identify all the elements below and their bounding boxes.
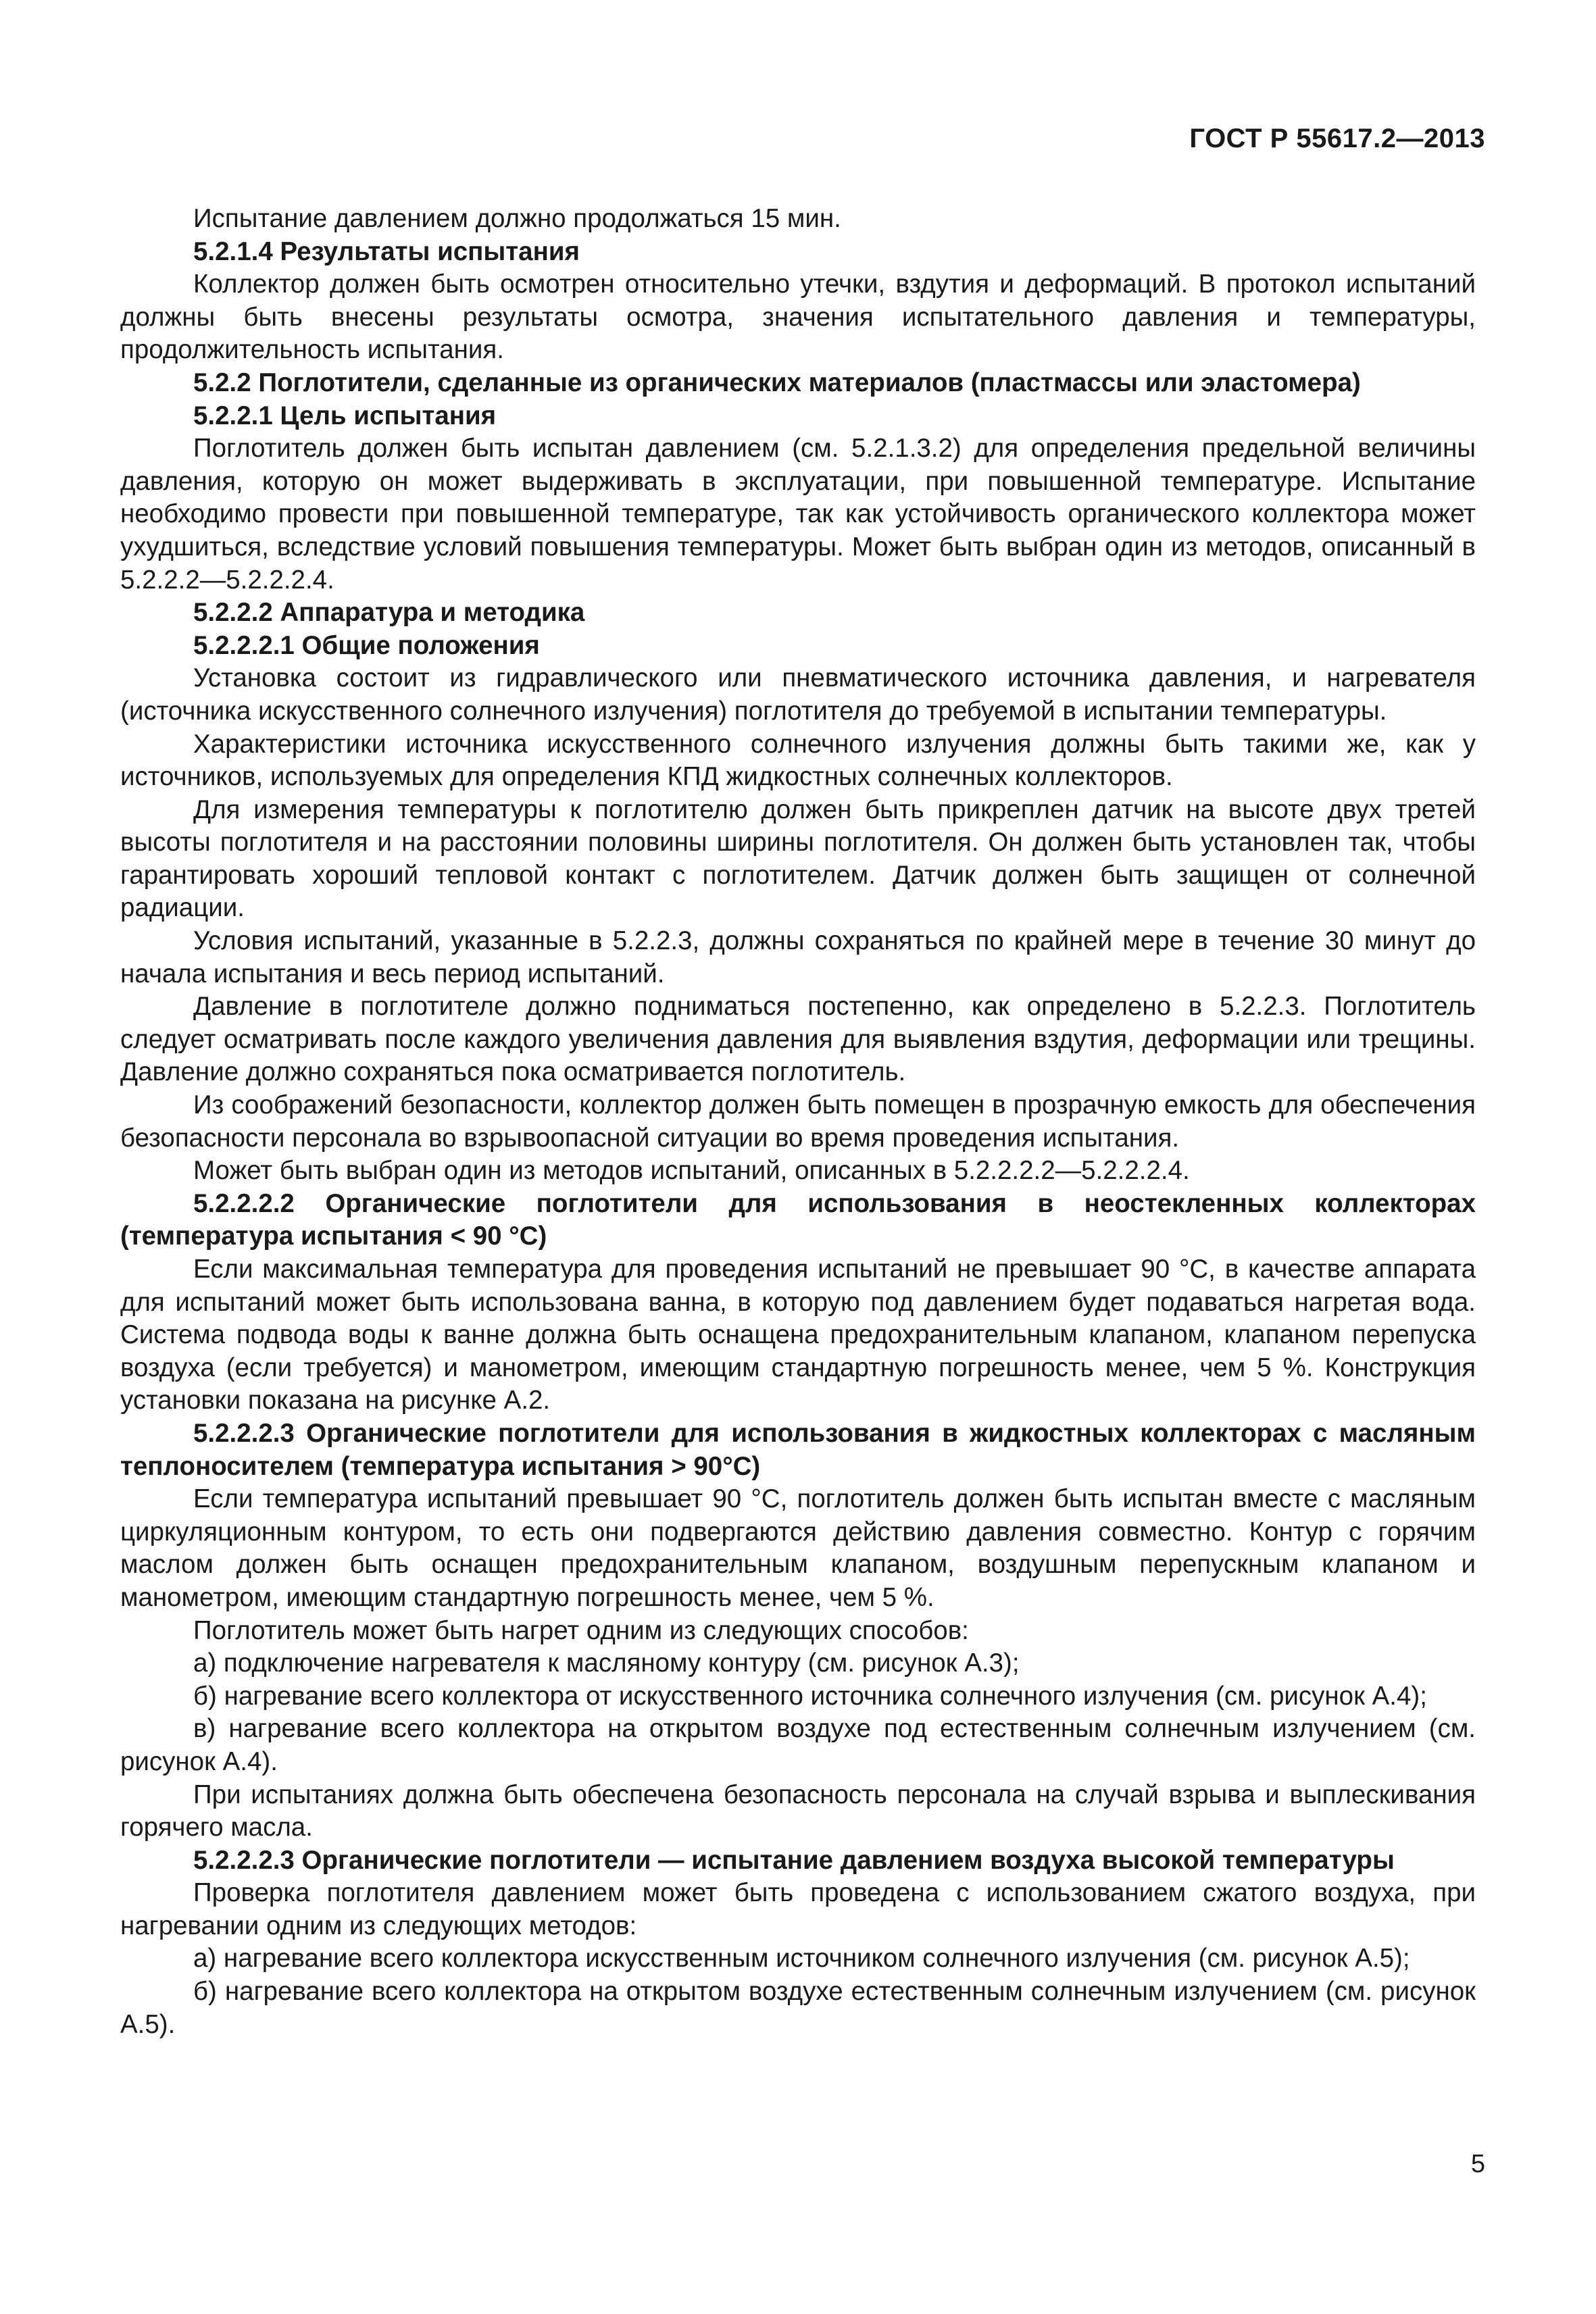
- section-heading: 5.2.2 Поглотители, сделанные из органических материалов (пластмассы или эластомера): [193, 368, 1361, 397]
- section-heading: 5.2.2.2 Аппаратура и методика: [193, 598, 585, 628]
- paragraph: Давление в поглотителе должно подниматься постепенно, как определено в 5.2.2.3. Поглотитель следует осматривать после каждого увеличения давления для выявления вздутия, деформации или трещины. Давление должно сохраняться пока осматривается поглотитель.: [120, 992, 1476, 1087]
- section-heading: 5.2.2.2.3 Органические поглотители — испытание давлением воздуха высокой температуры: [193, 1845, 1395, 1875]
- paragraph: Испытание давлением должно продолжаться 15 мин.: [193, 204, 841, 233]
- document-header: ГОСТ Р 55617.2—2013: [1189, 124, 1485, 153]
- paragraph: Характеристики источника искусственного солнечного излучения должны быть такими же, как у источников, используемых для определения КПД жидкостных солнечных коллекторов.: [120, 729, 1476, 792]
- section-heading: 5.2.2.2.3 Органические поглотители для использования в жидкостных коллекторах с масляным теплоносителем (температура испытания > 90°С): [120, 1418, 1476, 1481]
- paragraph: Если температура испытаний превышает 90 °С, поглотитель должен быть испытан вместе с масляным циркуляционным контуром, то есть они подвергаются действию давления совместно. Контур с горячим маслом должен быть оснащен предохранительным клапаном, воздушным перепускным клапаном и манометром, имеющим стандартную погрешность менее, чем 5 %.: [120, 1484, 1476, 1612]
- section-heading: 5.2.2.2.2 Органические поглотители для использования в неостекленных коллекторах (температура испытания < 90 °С): [120, 1188, 1476, 1251]
- list-item: б) нагревание всего коллектора от искусственного источника солнечного излучения (см. рисунок А.4);: [193, 1681, 1427, 1711]
- paragraph: Если максимальная температура для проведения испытаний не превышает 90 °С, в качестве аппарата для испытаний может быть использована ванна, в которую под давлением будет подаваться нагретая вода. Система подвода воды к ванне должна быть оснащена предохранительным клапаном, клапаном перепуска воздуха (если требуется) и манометром, имеющим стандартную погрешность менее, чем 5 %. Конструкция установки показана на рисунке А.2.: [120, 1255, 1476, 1415]
- paragraph: Поглотитель может быть нагрет одним из следующих способов:: [193, 1615, 969, 1645]
- list-item: б) нагревание всего коллектора на открытом воздухе естественным солнечным излучением (см. рисунок А.5).: [120, 1977, 1476, 2039]
- list-item: а) подключение нагревателя к масляному контуру (см. рисунок А.3);: [193, 1649, 1020, 1678]
- page-number: 5: [1470, 2150, 1485, 2178]
- paragraph: При испытаниях должна быть обеспечена безопасность персонала на случай взрыва и выплескивания горячего масла.: [120, 1780, 1476, 1842]
- document-body: [120, 203, 1476, 2041]
- paragraph: Условия испытаний, указанные в 5.2.2.3, должны сохраняться по крайней мере в течение 30 минут до начала испытания и весь период испытаний.: [120, 926, 1476, 988]
- section-heading: 5.2.1.4 Результаты испытания: [193, 236, 580, 266]
- paragraph: Из соображений безопасности, коллектор должен быть помещен в прозрачную емкость для обеспечения безопасности персонала во взрывоопасной ситуации во время проведения испытания.: [120, 1090, 1476, 1153]
- paragraph: Коллектор должен быть осмотрен относительно утечки, вздутия и деформаций. В протокол испытаний должны быть внесены результаты осмотра, значения испытательного давления и температуры, продолжительность испытания.: [120, 270, 1476, 365]
- section-heading: 5.2.2.2.1 Общие положения: [193, 630, 540, 660]
- section-heading: 5.2.2.1 Цель испытания: [193, 401, 497, 430]
- list-item: в) нагревание всего коллектора на открытом воздухе под естественным солнечным излучением (см. рисунок А.4).: [120, 1714, 1476, 1776]
- paragraph: Может быть выбран один из методов испытаний, описанных в 5.2.2.2.2—5.2.2.2.4.: [193, 1156, 1190, 1186]
- list-item: а) нагревание всего коллектора искусственным источником солнечного излучения (см. рисунок А.5);: [193, 1944, 1410, 1973]
- paragraph: Для измерения температуры к поглотителю должен быть прикреплен датчик на высоте двух третей высоты поглотителя и на расстоянии половины ширины поглотителя. Он должен быть установлен так, чтобы гарантировать хороший тепловой контакт с поглотителем. Датчик должен быть защищен от солнечной радиации.: [120, 795, 1476, 923]
- paragraph: Поглотитель должен быть испытан давлением (см. 5.2.1.3.2) для определения предельной величины давления, которую он может выдерживать в эксплуатации, при повышенной температуре. Испытание необходимо провести при повышенной температуре, так как устойчивость органического коллектора может ухудшиться, вследствие условий повышения температуры. Может быть выбран один из методов, описанный в 5.2.2.2—5.2.2.2.4.: [120, 434, 1476, 595]
- paragraph: Проверка поглотителя давлением может быть проведена с использованием сжатого воздуха, при нагревании одним из следующих методов:: [120, 1878, 1476, 1940]
- paragraph: Установка состоит из гидравлического или пневматического источника давления, и нагревателя (источника искусственного солнечного излучения) поглотителя до требуемой в испытании температуры.: [120, 663, 1476, 726]
